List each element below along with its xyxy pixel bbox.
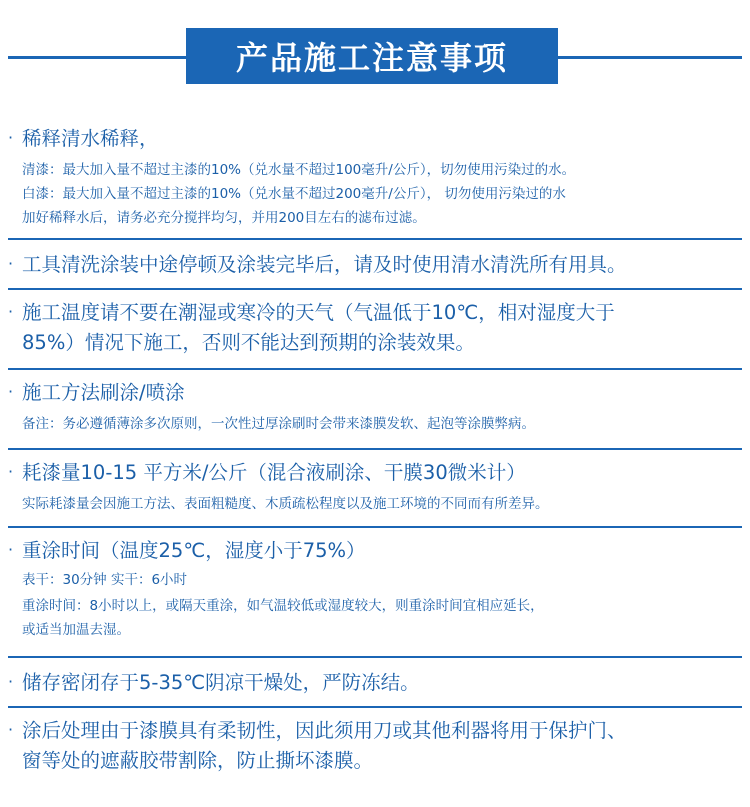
section-heading: 重涂时间（温度25℃，湿度小于75%） bbox=[22, 539, 366, 562]
section-heading: 施工方法刷涂/喷涂 bbox=[22, 381, 185, 404]
section-heading: 耗漆量10-15 平方米/公斤（混合液刷涂、干膜30微米计） bbox=[22, 461, 526, 484]
divider bbox=[8, 368, 742, 370]
divider bbox=[8, 706, 742, 708]
bullet: · bbox=[8, 128, 14, 147]
section-heading: 稀释清水稀释， bbox=[22, 127, 159, 150]
bullet: · bbox=[8, 540, 14, 559]
bullet: · bbox=[8, 382, 14, 401]
divider bbox=[8, 526, 742, 528]
divider bbox=[8, 448, 742, 450]
divider bbox=[8, 656, 742, 658]
section-detail: 加好稀释水后，请务必充分搅拌均匀，并用200目左右的滤布过滤。 bbox=[22, 210, 426, 226]
bullet: · bbox=[8, 254, 14, 273]
bullet: · bbox=[8, 302, 14, 321]
bullet: · bbox=[8, 672, 14, 691]
section-heading: 储存密闭存于5-35℃阴凉干燥处，严防冻结。 bbox=[22, 671, 420, 694]
divider bbox=[8, 288, 742, 290]
section-detail: 实际耗漆量会因施工方法、表面粗糙度、木质疏松程度以及施工环境的不同而有所差异。 bbox=[22, 496, 549, 512]
bullet: · bbox=[8, 462, 14, 481]
section-heading-continued: 85%）情况下施工，否则不能达到预期的涂装效果。 bbox=[22, 331, 475, 354]
section-heading-continued: 窗等处的遮蔽胶带割除，防止撕坏漆膜。 bbox=[22, 749, 374, 772]
divider bbox=[8, 238, 742, 240]
section-detail: 或适当加温去湿。 bbox=[22, 622, 130, 638]
section-detail: 表干：30分钟 实干：6小时 bbox=[22, 572, 188, 588]
section-heading: 涂后处理由于漆膜具有柔韧性，因此须用刀或其他利器将用于保护门、 bbox=[22, 719, 627, 742]
page-title: 产品施工注意事项 bbox=[186, 28, 558, 84]
section-detail: 备注：务必遵循薄涂多次原则，一次性过厚涂刷时会带来漆膜发软、起泡等涂膜弊病。 bbox=[22, 416, 535, 432]
header bbox=[0, 0, 750, 110]
section-detail: 白漆：最大加入量不超过主漆的10%（兑水量不超过200毫升/公斤）， 切勿使用污染过的水 bbox=[22, 186, 566, 202]
section-heading: 施工温度请不要在潮湿或寒冷的天气（气温低于10℃，相对湿度大于 bbox=[22, 301, 615, 324]
section-detail: 重涂时间：8小时以上，或隔天重涂，如气温较低或湿度较大，则重涂时间宜相应延长， bbox=[22, 598, 544, 614]
section-heading: 工具清洗涂装中途停顿及涂装完毕后，请及时使用清水清洗所有用具。 bbox=[22, 253, 627, 276]
bullet: · bbox=[8, 720, 14, 739]
section-detail: 清漆：最大加入量不超过主漆的10%（兑水量不超过100毫升/公斤），切勿使用污染过的水。 bbox=[22, 162, 576, 178]
